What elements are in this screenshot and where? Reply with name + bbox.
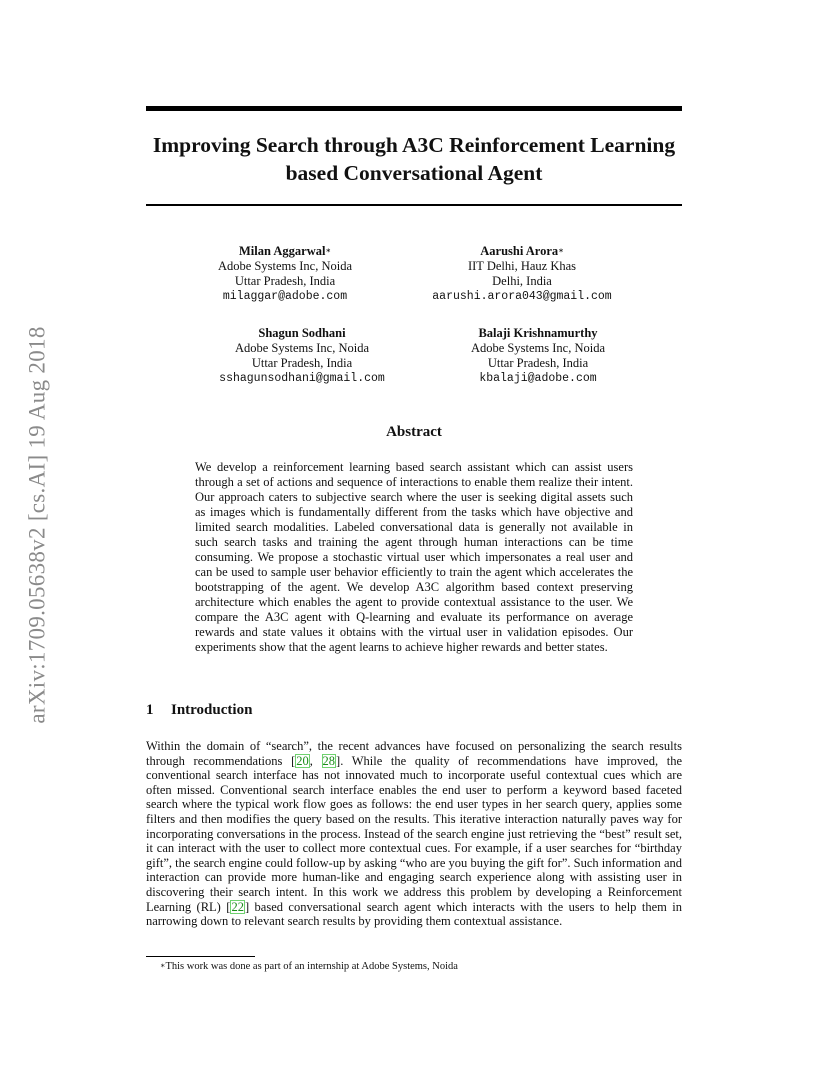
author-email[interactable]: sshagunsodhani@gmail.com (219, 372, 385, 385)
author-block (402, 244, 642, 304)
footnote (160, 960, 458, 973)
citation-link[interactable]: 22 (231, 899, 244, 914)
author-location: Uttar Pradesh, India (251, 356, 353, 370)
author-location: Uttar Pradesh, India (487, 356, 589, 370)
citation-link[interactable]: 20 (296, 753, 309, 768)
author-name: Milan Aggarwal∗ (239, 244, 331, 258)
author-affiliation: Adobe Systems Inc, Noida (234, 341, 369, 355)
citation-link[interactable]: 28 (322, 753, 336, 768)
author-email[interactable]: aarushi.arora043@gmail.com (432, 290, 612, 303)
author-location: Uttar Pradesh, India (234, 274, 336, 288)
arxiv-stamp (18, 290, 58, 760)
author-block (165, 244, 405, 304)
author-mark: ∗ (558, 246, 564, 255)
abstract-text: We develop a reinforcement learning based search assistant which can assist users through a set of actions and sequence of interactions to enable them realize their intent. Our approach caters to subjective search where the user is seeking digital assets such as images which is fundamentally different from the tasks which have objective and limited search modalities. Labeled conversational data is generally not available in such search tasks and training the agent through human interactions can be time consuming. We propose a stochastic virtual user which impersonates a real user and can be used to sample user behavior efficiently to train the agent which accelerates the bootstrapping of the agent. We develop A3C algorithm based context preserving architecture which enables the agent to provide contextual assistance to the user. We compare the A3C agent with Q-learning and evaluate its performance on average rewards and state values it obtains with the virtual user in validation episodes. Our experiments show that the agent learns to achieve higher rewards and better states. (195, 460, 633, 654)
author-block (418, 326, 658, 386)
title-rule-bottom (146, 204, 682, 206)
arxiv-stamp-text: arXiv:1709.05638v2 [cs.AI] 19 Aug 2018 (25, 326, 50, 724)
author-affiliation: Adobe Systems Inc, Noida (217, 259, 352, 273)
author-affiliation: Adobe Systems Inc, Noida (470, 341, 605, 355)
section-title: Introduction (171, 702, 253, 718)
section-number: 1 (146, 702, 154, 718)
footnote-rule (146, 956, 255, 957)
author-block (182, 326, 422, 386)
footnote-text: This work was done as part of an internship at Adobe Systems, Noida (165, 961, 458, 972)
author-mark: ∗ (325, 246, 331, 255)
paper-title: Improving Search through A3C Reinforcement Learning based Conversational Agent (152, 133, 676, 185)
section-heading (146, 702, 252, 719)
author-location: Delhi, India (492, 274, 552, 288)
author-name: Balaji Krishnamurthy (478, 326, 598, 340)
abstract-heading: Abstract (386, 424, 442, 440)
title-rule-top (146, 106, 682, 111)
author-name: Aarushi Arora∗ (480, 244, 564, 258)
author-email[interactable]: milaggar@adobe.com (222, 290, 348, 303)
author-email[interactable]: kbalaji@adobe.com (479, 372, 597, 385)
author-affiliation: IIT Delhi, Hauz Khas (467, 259, 577, 273)
footnote-mark: ∗ (160, 961, 166, 970)
author-name: Shagun Sodhani (258, 326, 346, 340)
introduction-text: Within the domain of “search”, the recent advances have focused on personalizing the search results through recommendations [20, 28]. While the quality of recommendations have improved, the conventional search interface has not innovated much to incorporate useful contextual cues which are often missed. Conventional search interface enables the end user to perform a keyword based faceted search where the typical work flow goes as follows: the end user types in her search query, applies some filters and then modifies the query based on the results. This iterative interaction naturally paves way for incorporating conversations in the process. Instead of the search engine just retrieving the “best” result set, it can interact with the user to collect more contextual cues. For example, if a user searches for “birthday gift”, the search engine could follow-up by asking “who are you buying the gift for”. Such information and interaction can provide more human-like and engaging search experience along with assisting user in discovering their search intent. In this work we address this problem by developing a Reinforcement Learning (RL) [22] based conversational search agent which interacts with the users to help them in narrowing down to relevant search results by providing them contextual assistance. (146, 739, 683, 929)
